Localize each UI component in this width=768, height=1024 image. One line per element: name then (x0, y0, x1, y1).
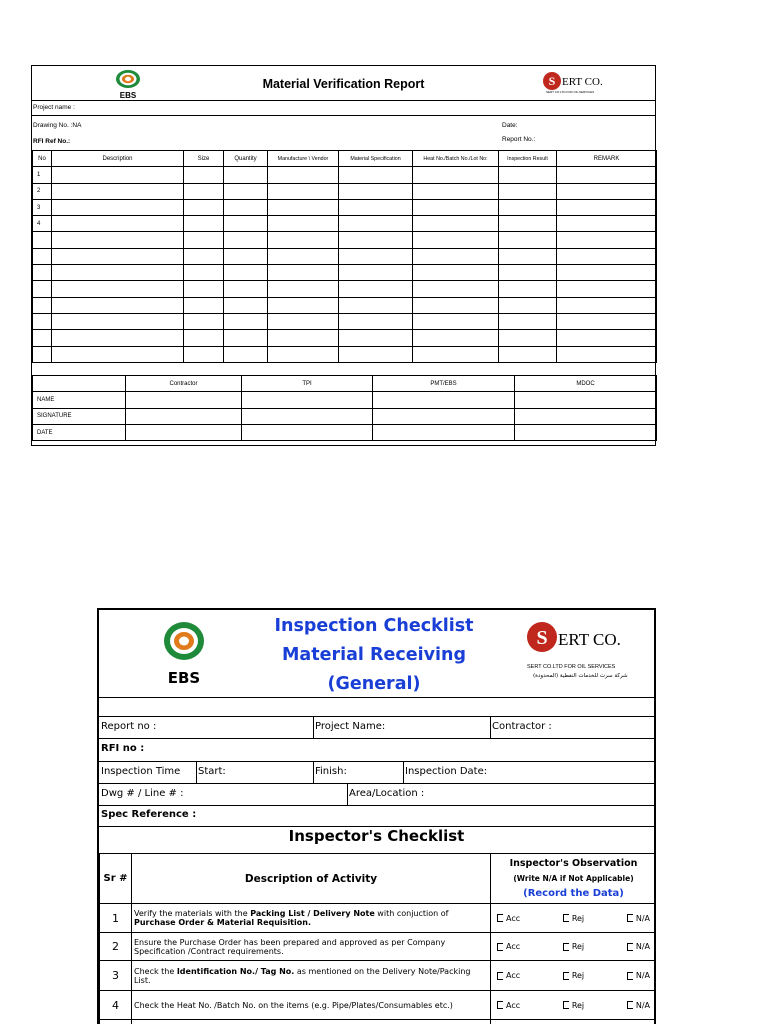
col-no: No (33, 151, 52, 167)
items-header-row (33, 151, 657, 167)
empty-cell (339, 281, 413, 297)
option-label: Rej (571, 971, 585, 980)
svg-text:ERT CO.: ERT CO. (562, 76, 603, 88)
empty-cell (499, 330, 557, 346)
empty-cell (557, 199, 657, 215)
col-material-spec: Material Specification (339, 151, 413, 167)
empty-cell (557, 216, 657, 232)
signature-cell (373, 408, 515, 424)
sign-col-pmt: PMT/EBS (373, 376, 515, 392)
empty-cell (52, 167, 184, 183)
empty-cell (557, 167, 657, 183)
contractor-label: Contractor : (492, 721, 552, 732)
checkbox-icon[interactable] (497, 914, 503, 922)
option-rej[interactable] (563, 971, 584, 980)
option-label: N/A (635, 1000, 650, 1010)
obs-heading: Inspector's Observation (509, 858, 638, 869)
items-table (32, 150, 657, 363)
checkbox-icon[interactable] (563, 1001, 569, 1009)
empty-cell (268, 216, 339, 232)
row-number (33, 346, 52, 362)
option-label: Rej (571, 942, 585, 951)
empty-cell (52, 265, 184, 281)
empty-cell (499, 183, 557, 199)
empty-cell (52, 281, 184, 297)
empty-cell (184, 281, 224, 297)
empty-cell (339, 313, 413, 329)
svg-text:EBS: EBS (167, 669, 201, 687)
empty-cell (339, 232, 413, 248)
checklist-table (99, 853, 656, 1024)
empty-cell (557, 281, 657, 297)
empty-cell (499, 232, 557, 248)
signature-cell (242, 424, 373, 440)
title-line-2: Material Receiving (282, 645, 466, 665)
empty-cell (224, 167, 268, 183)
option-label: Acc (506, 913, 521, 923)
empty-cell (557, 313, 657, 329)
empty-cell (100, 1020, 132, 1024)
items-row (33, 313, 657, 329)
signature-cell (126, 408, 242, 424)
empty-cell (268, 183, 339, 199)
col-size: Size (184, 151, 224, 167)
sign-col-tpi: TPI (242, 376, 373, 392)
checkbox-icon[interactable] (627, 1001, 633, 1009)
empty-cell (184, 313, 224, 329)
empty-cell (339, 216, 413, 232)
col-heat-no: Heat No./Batch No./Lot No: (413, 151, 499, 167)
empty-cell (52, 346, 184, 362)
spec-reference-label: Spec Reference : (101, 809, 197, 820)
empty-cell (557, 232, 657, 248)
col-inspection-result: Inspection Result (499, 151, 557, 167)
row-number (33, 232, 52, 248)
item-text-pre: Verify the materials with the (134, 909, 251, 918)
items-row (33, 167, 657, 183)
empty-cell (413, 281, 499, 297)
row-number: 4 (33, 216, 52, 232)
row-number: 1 (33, 167, 52, 183)
empty-cell (491, 1020, 657, 1024)
rfi-ref-label: RFI Ref No.: (33, 138, 71, 145)
empty-cell (339, 167, 413, 183)
report-title: Material Verification Report (262, 77, 425, 91)
empty-cell (268, 265, 339, 281)
item-observation (491, 904, 657, 933)
row-number (33, 330, 52, 346)
sert-logo-icon (523, 620, 643, 680)
area-location-label: Area/Location : (349, 788, 425, 799)
option-acc[interactable] (497, 1001, 520, 1010)
empty-cell (499, 281, 557, 297)
title-line-3: (General) (327, 674, 421, 694)
option-acc[interactable] (497, 914, 520, 923)
items-row (33, 297, 657, 313)
signature-cell (242, 408, 373, 424)
empty-cell (52, 216, 184, 232)
empty-cell (339, 330, 413, 346)
item-text-pre: Check the (134, 966, 177, 976)
item-description (132, 904, 491, 933)
row-number (33, 297, 52, 313)
empty-cell (52, 313, 184, 329)
obs-record: (Record the Data) (523, 888, 624, 899)
empty-cell (557, 248, 657, 264)
sert-logo-icon (540, 70, 630, 96)
empty-cell (184, 216, 224, 232)
inspection-checklist-form (97, 608, 656, 1024)
empty-cell (184, 183, 224, 199)
signature-corner (33, 376, 126, 392)
signature-row-label: DATE (33, 424, 126, 440)
empty-cell (268, 297, 339, 313)
empty-cell (184, 248, 224, 264)
empty-cell (52, 330, 184, 346)
finish-label: Finish: (315, 766, 347, 777)
item-text-b1: Packing List / Delivery Note (250, 909, 375, 918)
item-text-mid: with conjuction of (374, 909, 449, 918)
empty-cell (224, 297, 268, 313)
col-description: Description (52, 151, 184, 167)
row-number: 2 (33, 183, 52, 199)
checklist-item-row (100, 961, 657, 991)
checkbox-icon[interactable] (563, 914, 569, 922)
signature-table (32, 375, 657, 441)
option-label: Rej (571, 1000, 585, 1010)
empty-cell (339, 297, 413, 313)
empty-cell (499, 216, 557, 232)
empty-cell (268, 167, 339, 183)
sign-col-contractor: Contractor (126, 376, 242, 392)
empty-cell (184, 346, 224, 362)
empty-cell (339, 346, 413, 362)
col-manufacturer: Manufacture \ Vendor (268, 151, 339, 167)
option-acc[interactable] (497, 971, 520, 980)
checkbox-icon[interactable] (627, 943, 633, 951)
item-text-b1: Identification No./ Tag No. (176, 966, 295, 976)
signature-cell (373, 392, 515, 408)
empty-cell (184, 330, 224, 346)
empty-cell (52, 232, 184, 248)
empty-cell (224, 232, 268, 248)
empty-cell (52, 183, 184, 199)
material-verification-report (31, 65, 656, 446)
empty-cell (268, 313, 339, 329)
item-number: 3 (100, 961, 132, 991)
empty-cell (184, 167, 224, 183)
empty-cell (413, 248, 499, 264)
checkbox-icon[interactable] (563, 972, 569, 980)
empty-cell (184, 232, 224, 248)
empty-cell (224, 216, 268, 232)
signature-header-row (33, 376, 657, 392)
items-row (33, 281, 657, 297)
checklist-title (239, 612, 509, 699)
empty-cell (339, 248, 413, 264)
signature-cell (242, 392, 373, 408)
items-row (33, 265, 657, 281)
obs-note: (Write N/A if Not Applicable) (513, 874, 634, 883)
checklist-header-row (100, 854, 657, 904)
empty-cell (499, 199, 557, 215)
item-observation (491, 933, 657, 961)
option-label: N/A (635, 942, 650, 951)
item-text-mid: as mentioned on the Delivery Note/Packing List. (134, 966, 471, 985)
empty-cell (224, 313, 268, 329)
checkbox-icon[interactable] (627, 972, 633, 980)
checkbox-icon[interactable] (563, 943, 569, 951)
ebs-logo-icon (154, 619, 214, 689)
svg-text:شركة سرت للخدمات النفطية (المح: شركة سرت للخدمات النفطية (المحدودة) (533, 673, 628, 679)
checkbox-icon[interactable] (627, 914, 633, 922)
empty-cell (413, 183, 499, 199)
col-sr: Sr # (100, 854, 132, 904)
checklist-item-row (100, 991, 657, 1020)
inspection-time-label: Inspection Time (101, 766, 181, 777)
option-label: Acc (506, 1000, 521, 1010)
items-row (33, 248, 657, 264)
svg-text:ERT CO.: ERT CO. (558, 630, 621, 649)
empty-cell (413, 346, 499, 362)
signature-cell (126, 392, 242, 408)
sign-col-mdoc: MDOC (515, 376, 657, 392)
empty-cell (268, 199, 339, 215)
empty-cell (557, 297, 657, 313)
signature-cell (515, 408, 657, 424)
col-quantity: Quantity (224, 151, 268, 167)
empty-cell (557, 346, 657, 362)
signature-row (33, 408, 657, 424)
empty-cell (499, 248, 557, 264)
project-name-label: Project Name: (315, 721, 386, 732)
empty-cell (52, 297, 184, 313)
report-no-label: Report No.: (502, 136, 536, 143)
option-label: N/A (635, 971, 650, 980)
signature-row (33, 392, 657, 408)
signature-cell (515, 424, 657, 440)
empty-cell (413, 167, 499, 183)
option-rej[interactable] (563, 914, 584, 923)
dwg-line-label: Dwg # / Line # : (101, 788, 184, 799)
empty-cell (268, 248, 339, 264)
empty-cell (339, 199, 413, 215)
empty-cell (224, 183, 268, 199)
option-rej[interactable] (563, 942, 584, 951)
empty-cell (413, 265, 499, 281)
svg-text:S: S (548, 74, 556, 88)
item-description (132, 961, 491, 991)
empty-cell (224, 248, 268, 264)
row-number: 3 (33, 199, 52, 215)
empty-cell (224, 199, 268, 215)
date-label: Date: (502, 122, 518, 129)
signature-cell (373, 424, 515, 440)
empty-cell (224, 330, 268, 346)
option-na[interactable] (627, 942, 650, 951)
checklist-item-row (100, 904, 657, 933)
empty-cell (339, 265, 413, 281)
svg-text:S: S (536, 627, 548, 649)
option-na[interactable] (627, 914, 650, 923)
checklist-item-row (100, 933, 657, 961)
empty-cell (268, 330, 339, 346)
empty-cell (413, 199, 499, 215)
empty-cell (224, 265, 268, 281)
col-description: Description of Activity (132, 854, 491, 904)
option-label: Acc (506, 971, 521, 980)
option-na[interactable] (627, 971, 650, 980)
option-acc[interactable] (497, 942, 520, 951)
project-name-row (32, 100, 655, 116)
svg-text:SERT CO.LTD FOR OIL SERVICES: SERT CO.LTD FOR OIL SERVICES (546, 90, 595, 94)
title-line-1: Inspection Checklist (274, 616, 474, 636)
drawing-info-block (32, 116, 655, 150)
signature-row-label: NAME (33, 392, 126, 408)
signature-row-label: SIGNATURE (33, 408, 126, 424)
empty-cell (557, 265, 657, 281)
empty-cell (268, 232, 339, 248)
report-no-label: Report no : (101, 721, 157, 732)
item-number: 2 (100, 933, 132, 961)
empty-cell (499, 346, 557, 362)
empty-cell (184, 199, 224, 215)
row-number (33, 265, 52, 281)
item-description (132, 933, 491, 961)
row-number (33, 281, 52, 297)
svg-text:SERT CO.LTD FOR OIL SERVICES: SERT CO.LTD FOR OIL SERVICES (527, 664, 616, 670)
item-number: 4 (100, 991, 132, 1020)
checkbox-icon[interactable] (497, 972, 503, 980)
empty-cell (268, 281, 339, 297)
col-observation (491, 854, 657, 904)
empty-cell (499, 297, 557, 313)
empty-cell (499, 313, 557, 329)
empty-cell (413, 216, 499, 232)
rfi-no-label: RFI no : (101, 743, 145, 754)
empty-cell (499, 167, 557, 183)
report-header (32, 66, 655, 101)
checkbox-icon[interactable] (497, 943, 503, 951)
items-row (33, 330, 657, 346)
empty-cell (184, 297, 224, 313)
col-remark: REMARK (557, 151, 657, 167)
empty-cell (413, 297, 499, 313)
empty-cell (224, 346, 268, 362)
project-name-label: Project name : (33, 104, 75, 111)
option-label: Acc (506, 942, 521, 951)
checkbox-icon[interactable] (497, 1001, 503, 1009)
signature-cell (126, 424, 242, 440)
empty-cell (52, 199, 184, 215)
option-label: N/A (635, 913, 650, 923)
empty-cell (184, 265, 224, 281)
empty-cell (339, 183, 413, 199)
empty-cell (413, 330, 499, 346)
items-row (33, 183, 657, 199)
empty-cell (413, 313, 499, 329)
items-row (33, 216, 657, 232)
empty-cell (224, 281, 268, 297)
item-text-b2: Purchase Order & Material Requisition. (134, 918, 311, 927)
item-observation (491, 991, 657, 1020)
empty-cell (499, 265, 557, 281)
empty-cell (413, 232, 499, 248)
row-number (33, 313, 52, 329)
items-row (33, 346, 657, 362)
item-text-pre: Ensure the Purchase Order has been prepared and approved as per Company Specification /Contract requirements. (134, 937, 446, 956)
option-na[interactable] (627, 1001, 650, 1010)
item-observation (491, 961, 657, 991)
start-label: Start: (198, 766, 226, 777)
inspection-date-label: Inspection Date: (405, 766, 488, 777)
checklist-item-row (100, 1020, 657, 1024)
empty-cell (557, 330, 657, 346)
empty-cell (52, 248, 184, 264)
row-number (33, 248, 52, 264)
empty-cell (132, 1020, 491, 1024)
items-row (33, 199, 657, 215)
inspectors-checklist-heading: Inspector's Checklist (288, 827, 465, 845)
items-row (33, 232, 657, 248)
option-label: Rej (571, 913, 585, 923)
svg-text:EBS: EBS (119, 91, 137, 100)
empty-cell (557, 183, 657, 199)
item-number: 1 (100, 904, 132, 933)
signature-row (33, 424, 657, 440)
option-rej[interactable] (563, 1001, 584, 1010)
signature-cell (515, 392, 657, 408)
empty-cell (268, 346, 339, 362)
item-text-pre: Check the Heat No. /Batch No. on the items (e.g. Pipe/Plates/Consumables etc.) (134, 1000, 453, 1010)
drawing-no-label: Drawing No. :NA (33, 122, 82, 129)
item-description (132, 991, 491, 1020)
